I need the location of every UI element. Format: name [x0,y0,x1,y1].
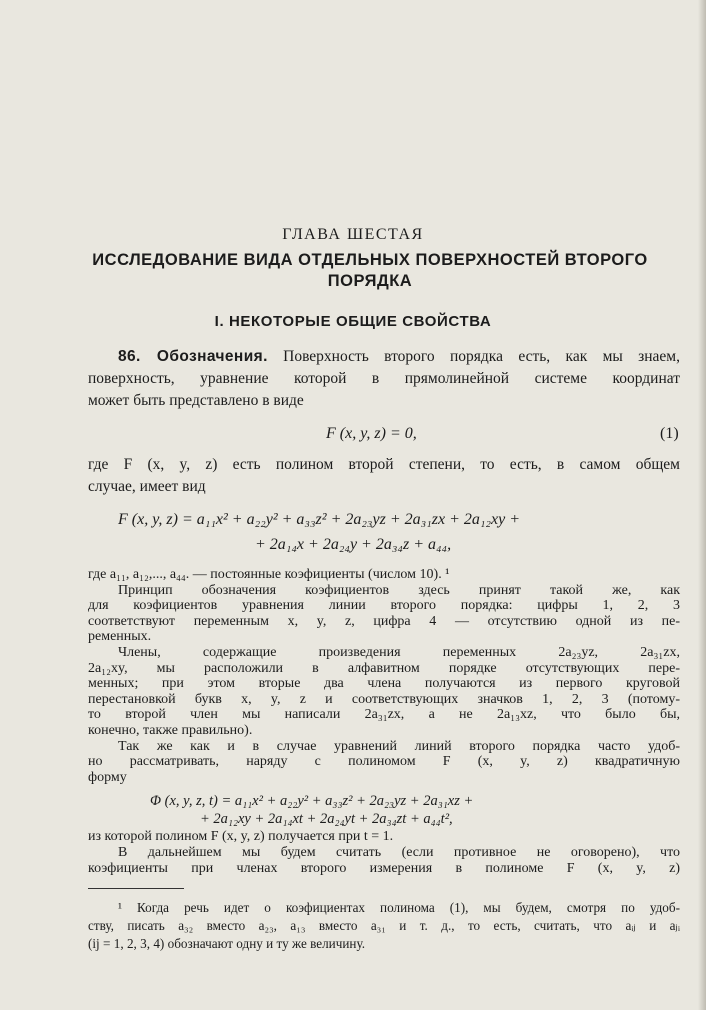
paragraph-line: форму [88,769,127,785]
chapter-label: ГЛАВА ШЕСТАЯ [282,226,424,243]
paragraph-line: коэфициенты при членах второго измерения в полиноме F (x, y, z) [88,860,680,876]
paragraph-line: может быть представлено в виде [88,392,304,409]
equation-3-line-2: + 2a₁₂xy + 2a₁₄xt + 2a₂₄yt + 2a₃₄zt + a₄₄t², [200,811,453,828]
footnote-line: ству, писать a₃₂ вместо a₂₃, a₁₃ вместо a₃₁ и т. д., то есть, считать, что aᵢⱼ и aⱼᵢ [88,918,680,933]
equation-3-line-1: Φ (x, y, z, t) = a₁₁x² + a₂₂y² + a₃₃z² + 2a₂₃yz + 2a₃₁xz + [150,793,474,810]
footnote-line: (ij = 1, 2, 3, 4) обозначают одну и ту же величину. [88,936,366,951]
page-edge-shadow [698,0,706,1010]
paragraph-line: поверхность, уравнение которой в прямолинейной системе координат [88,370,680,387]
paragraph-line: из которой полином F (x, y, z) получается при t = 1. [88,829,394,845]
paragraph-line: перестановкой букв x, y, z и соответствующих значков 1, 2, 3 (потому- [88,691,680,707]
paragraph-line: менных; при этом вторые два члена получаются из первого круговой [88,676,680,692]
paragraph-line: где F (x, y, z) есть полином второй степени, то есть, в самом общем [88,456,680,473]
paragraph-line: В дальнейшем мы будем считать (если противное не оговорено), что [118,845,680,861]
paragraph-line: 86. Обозначения. Поверхность второго порядка есть, как мы знаем, [118,348,680,365]
footnote-rule [88,888,184,889]
equation-number: (1) [660,425,679,442]
paragraph-line: для коэфициентов уравнения линии второго порядка: цифры 1, 2, 3 [88,598,680,614]
chapter-title: ИССЛЕДОВАНИЕ ВИДА ОТДЕЛЬНЫХ ПОВЕРХНОСТЕЙ ВТОРОГО ПОРЯДКА [92,251,648,290]
paragraph-line: случае, имеет вид [88,478,206,495]
paragraph-line: конечно, также правильно). [88,723,253,739]
section-heading: I. НЕКОТОРЫЕ ОБЩИЕ СВОЙСТВА [214,313,492,330]
paragraph-line: ременных. [88,629,152,645]
equation-2-line-2: + 2a₁₄x + 2a₂₄y + 2a₃₄z + a₄₄, [255,536,452,553]
paragraph-line: но рассматривать, наряду с полиномом F (x, y, z) квадратичную [88,754,680,770]
paragraph-line: Члены, содержащие произведения переменных 2a₂₃yz, 2a₃₁zx, [118,645,680,661]
paragraph-line: то второй член мы написали 2a₃₁zx, а не 2a₁₃xz, что было бы, [88,707,680,723]
equation-1: F (x, y, z) = 0, [326,425,417,442]
paragraph-line: 2a₁₂xy, мы расположили в алфавитном порядке отсутствующих пере- [88,660,680,676]
paragraph-line: соответствуют переменным x, y, z, цифра 4 — отсутствию одной из пе- [88,613,680,629]
paragraph-line: Принцип обозначения коэфициентов здесь принят такой же, как [118,582,680,598]
equation-2-line-1: F (x, y, z) = a₁₁x² + a₂₂y² + a₃₃z² + 2a₂₃yz + 2a₃₁zx + 2a₁₂xy + [118,511,520,528]
paragraph-heading: 86. Обозначения. [118,348,268,365]
footnote-line: ¹ Когда речь идет о коэфициентах полинома (1), мы будем, смотря по удоб- [118,900,680,915]
paragraph-line: где a₁₁, a₁₂,..., a₄₄. — постоянные коэфициенты (числом 10). ¹ [88,567,450,583]
paragraph-line: Так же как и в случае уравнений линий второго порядка часто удоб- [118,738,680,754]
